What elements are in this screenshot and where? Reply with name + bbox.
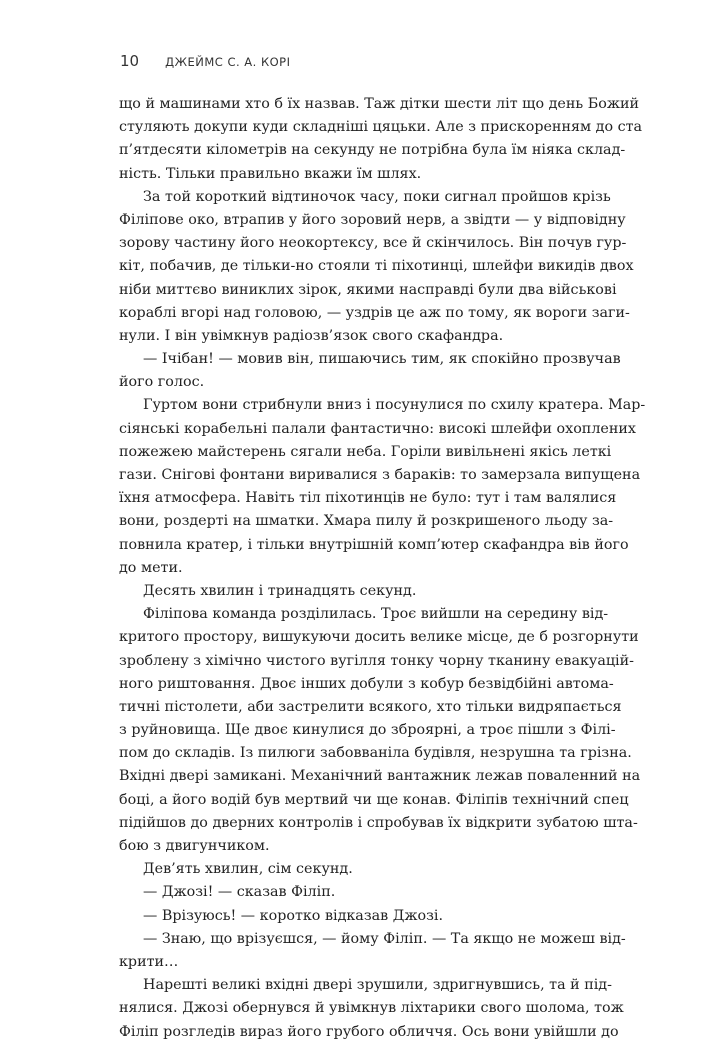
running-title-author: ДЖЕЙМС С. А. КОРІ (165, 55, 291, 69)
text-line: сіянські корабельні палали фантастично: високі шлейфи охоплених (119, 420, 636, 437)
text-line: стуляють докупи куди складніші цяцьки. Але з прискоренням до ста (119, 119, 643, 136)
text-line: — Джозі! — сказав Філіп. (143, 884, 336, 901)
page-number: 10 (120, 52, 140, 70)
text-line: боці, а його водій був мертвий чи ще конав. Філіпів технічний спец (119, 791, 629, 808)
text-line: Філіп розгледів вираз його грубого обличчя. Ось вони увійшли до (119, 1023, 619, 1040)
text-line: кораблі вгорі над головою, — уздрів це аж по тому, як вороги заги- (119, 304, 630, 321)
text-line: повнила кратер, і тільки внутрішній комп’ютер скафандра вів його (119, 536, 629, 553)
text-line: — Ічібан! — мовив він, пишаючись тим, як спокійно прозвучав (143, 351, 621, 368)
text-line: ніби миттєво виниклих зірок, якими насправді були два військові (119, 281, 617, 298)
running-head (120, 52, 291, 72)
text-line: підійшов до дверних контролів і спробував їх відкрити зубатою шта- (119, 814, 638, 831)
text-line: Десять хвилин і тринадцять секунд. (143, 582, 417, 599)
text-line: ність. Тільки правильно вкажи їм шлях. (119, 165, 422, 182)
text-line: Гуртом вони стрибнули вниз і посунулися по схилу кратера. Мар- (143, 397, 646, 414)
text-line: зроблену з хімічно чистого вугілля тонку чорну тканину евакуацій- (119, 652, 634, 669)
text-line: пожежею майстерень сягали неба. Горіли вивільнені якісь леткі (119, 443, 612, 460)
text-line: Нарешті великі вхідні двері зрушили, здригнувшись, та й під- (143, 977, 612, 994)
text-line: їхня атмосфера. Навіть тіл піхотинців не було: тут і там валялися (119, 490, 617, 507)
text-line: з руйновища. Ще двоє кинулися до зброярні, а троє пішли з Філі- (119, 722, 616, 739)
text-line: Дев’ять хвилин, сім секунд. (143, 861, 353, 878)
text-line: його голос. (119, 374, 205, 391)
text-line: — Знаю, що врізуєшся, — йому Філіп. — Та якщо не можеш від- (143, 930, 626, 947)
text-line: крити… (119, 953, 179, 970)
text-line: пом до складів. Із пилюги забовваніла будівля, незрушна та грізна. (119, 745, 632, 762)
text-line: кіт, побачив, де тільки-но стояли ті піхотинці, шлейфи викидів двох (119, 258, 634, 275)
text-line: — Врізуюсь! — коротко відказав Джозі. (143, 907, 444, 924)
text-line: критого простору, вишукуючи досить велике місце, де б розгорнути (119, 629, 639, 646)
text-line: За той короткий відтиночок часу, поки сигнал пройшов крізь (143, 188, 611, 205)
text-line: Філіпове око, втрапив у його зоровий нерв, а звідти — у відповідну (119, 211, 626, 228)
text-line: що й машинами хто б їх назвав. Таж дітки шести літ що день Божий (119, 96, 640, 112)
text-line: ного риштовання. Двоє інших добули з кобур безвідбійні автома- (119, 675, 614, 692)
text-line: вони, роздерті на шматки. Хмара пилу й розкришеного льоду за- (119, 513, 614, 530)
text-line: нули. І він увімкнув радіозв’язок свого скафандра. (119, 327, 504, 344)
text-line: до мети. (119, 559, 183, 576)
text-line: гази. Снігові фонтани виривалися з бараків: то замерзала випущена (119, 467, 641, 483)
text-line: п’ятдесяти кілометрів на секунду не потрібна була їм ніяка склад- (119, 142, 626, 159)
text-line: зорову частину його неокортексу, все й скінчилось. Він почув гур- (119, 235, 627, 252)
text-line: нялися. Джозі обернувся й увімкнув ліхтарики свого шолома, тож (119, 1000, 624, 1017)
text-line: бою з двигунчиком. (119, 838, 270, 854)
body-text (119, 93, 646, 1044)
text-line: тичні пістолети, аби застрелити всякого, хто тільки видряпається (119, 698, 622, 715)
text-line: Філіпова команда розділилась. Троє вийшли на середину від- (143, 606, 609, 623)
text-line: Вхідні двері замикані. Механічний вантажник лежав поваленний на (119, 768, 641, 785)
